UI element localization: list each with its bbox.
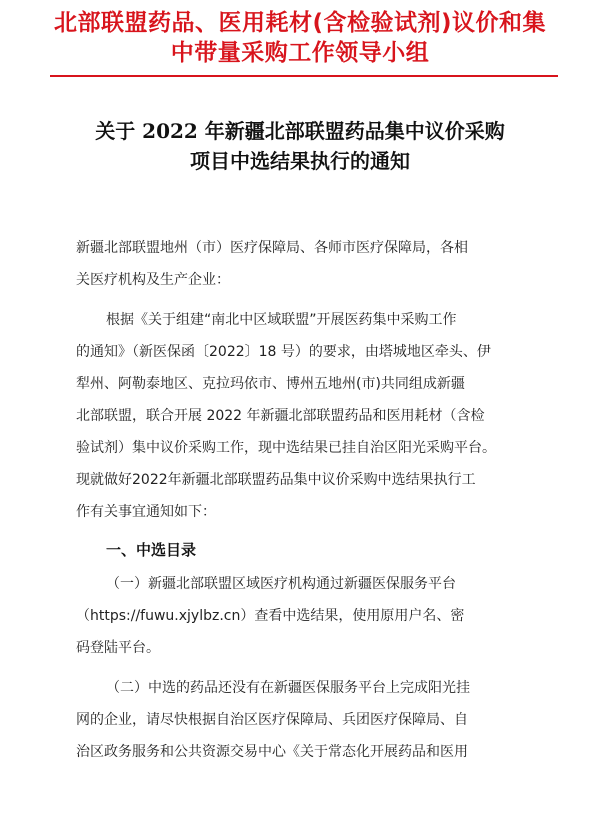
item1-line-3: 码登陆平台。 xyxy=(76,640,160,656)
intro-line-2: 的通知》（新医保函〔2022〕18 号）的要求，由塔城地区牵头、伊 xyxy=(76,344,491,360)
intro-paragraph xyxy=(76,304,556,528)
document-title xyxy=(0,116,600,176)
red-separator-rule xyxy=(50,75,558,77)
intro-line-7: 作有关事宜通知如下： xyxy=(76,504,216,520)
section1-item1 xyxy=(76,568,556,664)
salutation-line-2: 关医疗机构及生产企业： xyxy=(76,272,230,288)
item1-line-2: （https://fuwu.xjylbz.cn）查看中选结果，使用原用户名、密 xyxy=(76,608,465,624)
item2-line-2: 网的企业，请尽快根据自治区医疗保障局、兵团医疗保障局、自 xyxy=(76,712,468,728)
title-line-1: 关于 2022 年新疆北部联盟药品集中议价采购 xyxy=(95,119,505,143)
intro-line-6: 现就做好2022年新疆北部联盟药品集中议价采购中选结果执行工 xyxy=(76,472,476,488)
item2-line-3: 治区政务服务和公共资源交易中心《关于常态化开展药品和医用 xyxy=(76,744,468,760)
header-line-1: 北部联盟药品、医用耗材(含检验试剂)议价和集 xyxy=(53,10,547,36)
intro-line-1: 根据《关于组建“南北中区域联盟”开展医药集中采购工作 xyxy=(106,312,457,328)
section-heading-1: 一、中选目录 xyxy=(106,541,197,559)
salutation-line-1: 新疆北部联盟地州（市）医疗保障局、各师市医疗保障局，各相 xyxy=(76,240,468,256)
intro-line-5: 验试剂）集中议价采购工作，现中选结果已挂自治区阳光采购平台。 xyxy=(76,440,496,456)
title-line-2: 项目中选结果执行的通知 xyxy=(190,149,410,173)
header-line-2: 中带量采购工作领导小组 xyxy=(170,40,430,66)
intro-line-3: 犁州、阿勒泰地区、克拉玛依市、博州五地州(市)共同组成新疆 xyxy=(76,376,465,392)
issuing-organization-header xyxy=(0,8,600,68)
salutation-paragraph xyxy=(76,232,556,296)
section1-item2 xyxy=(76,672,556,768)
item1-line-1: （一）新疆北部联盟区域医疗机构通过新疆医保服务平台 xyxy=(106,576,456,592)
item2-line-1: （二）中选的药品还没有在新疆医保服务平台上完成阳光挂 xyxy=(106,680,470,696)
intro-line-4: 北部联盟，联合开展 2022 年新疆北部联盟药品和医用耗材（含检 xyxy=(76,408,485,424)
